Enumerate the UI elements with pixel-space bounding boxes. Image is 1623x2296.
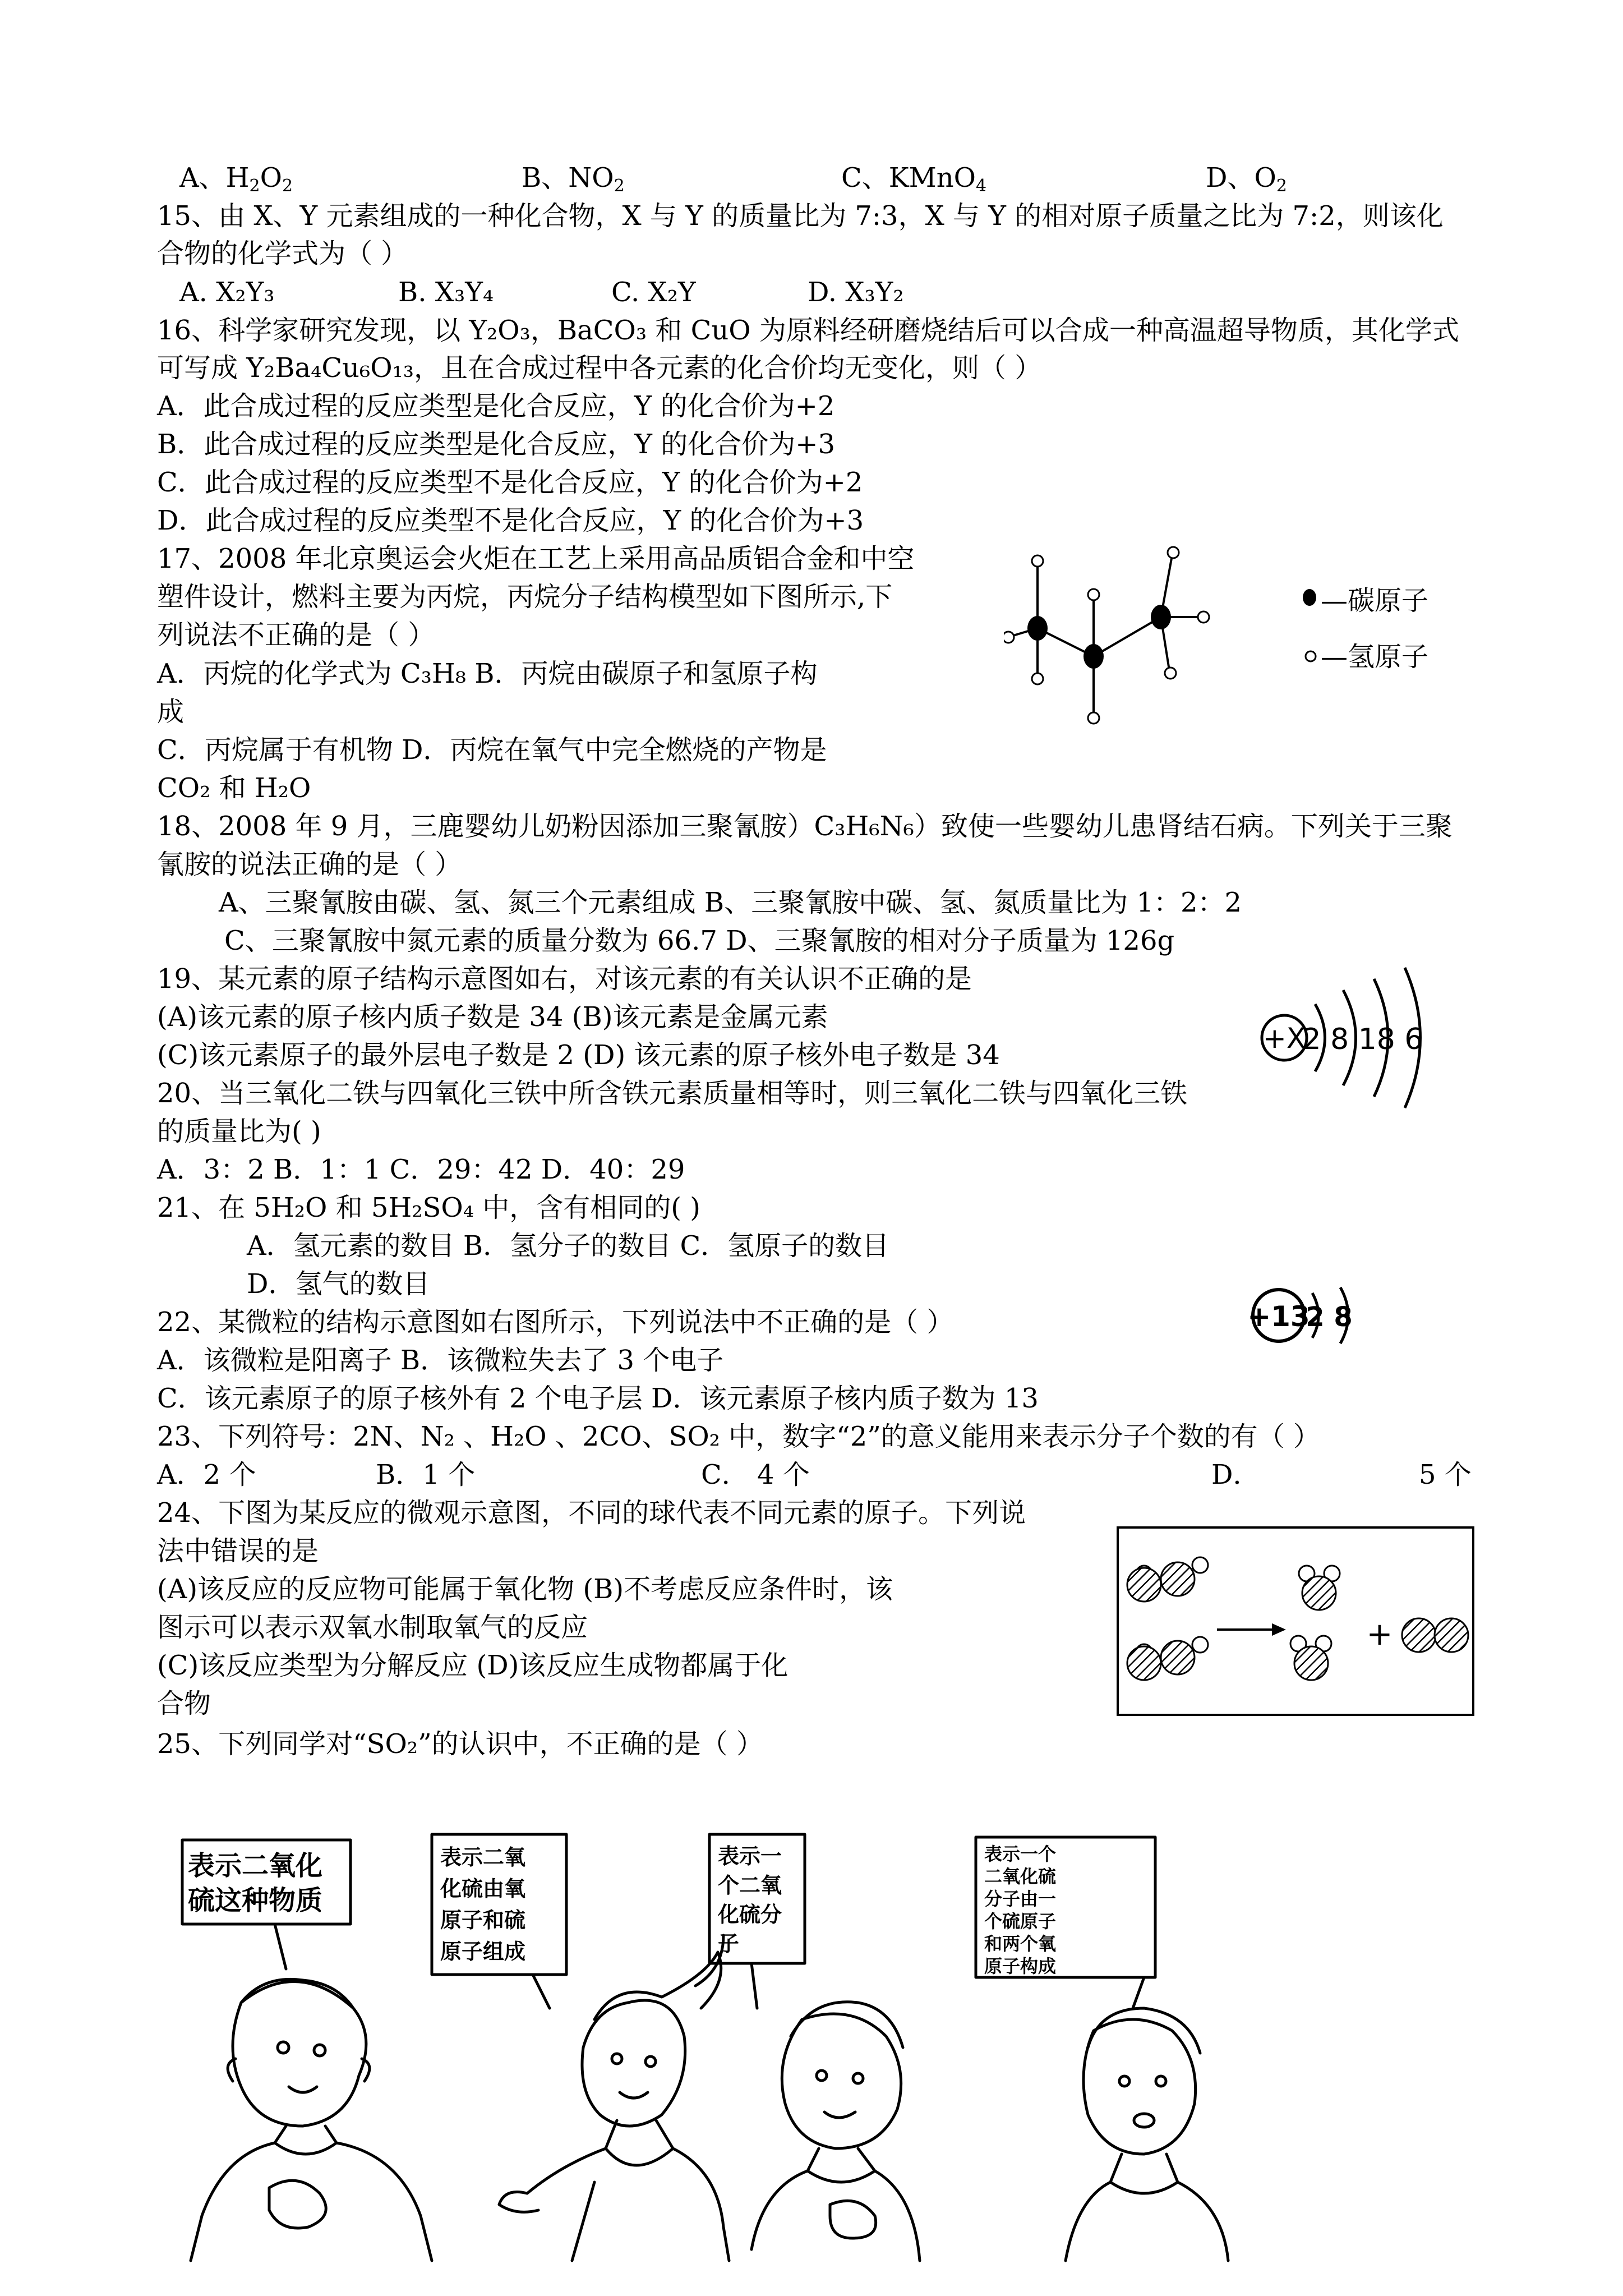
q15-option-c: C. X₂Y — [611, 277, 696, 308]
q14-option-b: B、$NO_2$ — [522, 162, 625, 196]
q23-option-d-value: 5 个 — [1419, 1459, 1472, 1490]
q23-option-a: A．2 个 — [157, 1459, 256, 1490]
atom-x-nucleus-label: +X — [1262, 1022, 1306, 1055]
q17-options-cd-wrap: CO₂ 和 H₂O — [157, 772, 311, 804]
q18-stem-2: 氰胺的说法正确的是（ ） — [157, 849, 462, 880]
q24-options-cd: (C)该反应类型为分解反应 (D)该反应生成物都属于化 — [157, 1650, 789, 1681]
q14-option-a: A、$H_2O_2$ — [179, 162, 293, 196]
q16-option-b: B．此合成过程的反应类型是化合反应，Y 的化合价为+3 — [157, 429, 835, 460]
q21-stem: 21、在 5H₂O 和 5H₂SO₄ 中，含有相同的( ) — [157, 1192, 700, 1223]
q24-stem-1: 24、下图为某反应的微观示意图，不同的球代表不同元素的原子。下列说 — [157, 1497, 1026, 1529]
q20-stem-1: 20、当三氧化二铁与四氧化三铁中所含铁元素质量相等时，则三氧化二铁与四氧化三铁 — [157, 1078, 1188, 1109]
q20-stem-2: 的质量比为( ) — [157, 1116, 321, 1147]
speech-bubble-4: 表示一个 二氧化硫 分子由一 个硫原子 和两个氧 原子构成 — [984, 1843, 1057, 1977]
q22-options-ab: A．该微粒是阳离子 B．该微粒失去了 3 个电子 — [157, 1345, 724, 1376]
legend-carbon-label: —碳原子 — [1321, 585, 1429, 616]
propane-molecule-diagram — [1004, 539, 1239, 735]
q16-option-c: C．此合成过程的反应类型不是化合反应，Y 的化合价为+2 — [157, 467, 863, 498]
q22-stem: 22、某微粒的结构示意图如右图所示，下列说法中不正确的是（ ） — [157, 1306, 954, 1338]
q21-options-abc: A．氢元素的数目 B．氢分子的数目 C．氢原子的数目 — [247, 1230, 889, 1262]
q16-option-d: D．此合成过程的反应类型不是化合反应，Y 的化合价为+3 — [157, 505, 864, 536]
carbon-atom-legend-icon — [1301, 586, 1318, 609]
q17-options-ab-wrap: 成 — [157, 696, 185, 728]
q18-options-ab: A、三聚氰胺由碳、氢、氮三个元素组成 B、三聚氰胺中碳、氢、氮质量比为 1：2：2 — [219, 887, 1242, 918]
q20-options: A．3：2 B．1：1 C．29：42 D．40：29 — [157, 1154, 685, 1185]
q17-stem-2: 塑件设计，燃料主要为丙烷，丙烷分子结构模型如下图所示,下 — [157, 581, 893, 613]
q21-option-d: D．氢气的数目 — [247, 1268, 430, 1300]
q15-stem-2: 合物的化学式为（ ） — [157, 238, 408, 269]
q17-stem-1: 17、2008 年北京奥运会火炬在工艺上采用高品质铝合金和中空 — [157, 543, 915, 574]
atom-structure-diagram-x — [1256, 965, 1436, 1111]
q24-option-d-wrap: 合物 — [157, 1688, 211, 1719]
q17-options-cd: C．丙烷属于有机物 D．丙烷在氧气中完全燃烧的产物是 — [157, 734, 827, 766]
q15-option-a: A. X₂Y₃ — [179, 277, 275, 308]
q23-option-b: B．1 个 — [376, 1459, 476, 1490]
atom-x-shell-electrons: 2 8 18 6 — [1302, 1023, 1423, 1056]
ion-structure-diagram — [1245, 1279, 1368, 1352]
q16-option-a: A．此合成过程的反应类型是化合反应，Y 的化合价为+2 — [157, 390, 835, 422]
q19-options-cd: (C)该元素原子的最外层电子数是 2 (D) 该元素的原子核外电子数是 34 — [157, 1039, 1000, 1071]
q16-stem-2: 可写成 Y₂Ba₄Cu₆O₁₃，且在合成过程中各元素的化合价均无变化，则（ ） — [157, 352, 1042, 384]
q25-stem: 25、下列同学对“SO₂”的认识中，不正确的是（ ） — [157, 1728, 763, 1760]
q22-options-cd: C．该元素原子的原子核外有 2 个电子层 D．该元素原子核内质子数为 13 — [157, 1383, 1039, 1414]
q18-stem-1: 18、2008 年 9 月，三鹿婴幼儿奶粉因添加三聚氰胺）C₃H₆N₆）致使一些婴幼儿患肾结石病。下列关于三聚 — [157, 811, 1453, 842]
q14-option-c: C、KMnO$_4$ — [841, 162, 987, 196]
speech-bubble-2: 表示二氧 化硫由氧 原子和硫 原子组成 — [440, 1845, 526, 1964]
speech-bubble-1: 表示二氧化 硫这种物质 — [188, 1850, 323, 1916]
q14-option-d: D、$O_2$ — [1206, 162, 1287, 196]
q23-stem: 23、下列符号：2N、N₂ 、H₂O 、2CO、SO₂ 中，数字“2”的意义能用来表示分子个数的有（ ） — [157, 1421, 1321, 1452]
reaction-micro-diagram — [1116, 1526, 1475, 1717]
hydrogen-atom-legend-icon — [1302, 648, 1319, 665]
q24-option-b-wrap: 图示可以表示双氧水制取氧气的反应 — [157, 1612, 588, 1643]
students-cartoon-illustration — [168, 1823, 1458, 2266]
q15-option-d: D. X₃Y₂ — [808, 277, 904, 308]
q15-option-b: B. X₃Y₄ — [398, 277, 494, 308]
q23-option-d: D． — [1211, 1459, 1260, 1490]
q24-options-ab: (A)该反应的反应物可能属于氧化物 (B)不考虑反应条件时，该 — [157, 1573, 893, 1605]
ion-shell-electrons: 2 8 — [1306, 1301, 1353, 1333]
q16-stem-1: 16、科学家研究发现，以 Y₂O₃，BaCO₃ 和 CuO 为原料经研磨烧结后可以合成一种高温超导物质，其化学式 — [157, 315, 1459, 346]
q19-stem: 19、某元素的原子结构示意图如右，对该元素的有关认识不正确的是 — [157, 963, 972, 995]
q23-option-c: C． 4 个 — [701, 1459, 810, 1490]
q15-stem-1: 15、由 X、Y 元素组成的一种化合物，X 与 Y 的质量比为 7:3，X 与 Y 的相对原子质量之比为 7:2，则该化 — [157, 200, 1444, 232]
ion-nucleus-label: +13 — [1247, 1300, 1310, 1333]
legend-hydrogen-label: —氢原子 — [1321, 641, 1429, 673]
speech-bubble-3: 表示一 个二氧 化硫分 子 — [718, 1844, 782, 1956]
q17-options-ab: A．丙烷的化学式为 C₃H₈ B．丙烷由碳原子和氢原子构 — [157, 658, 818, 689]
reaction-plus-sign: + — [1366, 1616, 1393, 1653]
q17-stem-3: 列说法不正确的是（ ） — [157, 619, 435, 651]
q18-options-cd: C、三聚氰胺中氮元素的质量分数为 66.7 D、三聚氰胺的相对分子质量为 126g — [224, 925, 1175, 956]
q19-options-ab: (A)该元素的原子核内质子数是 34 (B)该元素是金属元素 — [157, 1001, 828, 1033]
q24-stem-2: 法中错误的是 — [157, 1535, 319, 1567]
